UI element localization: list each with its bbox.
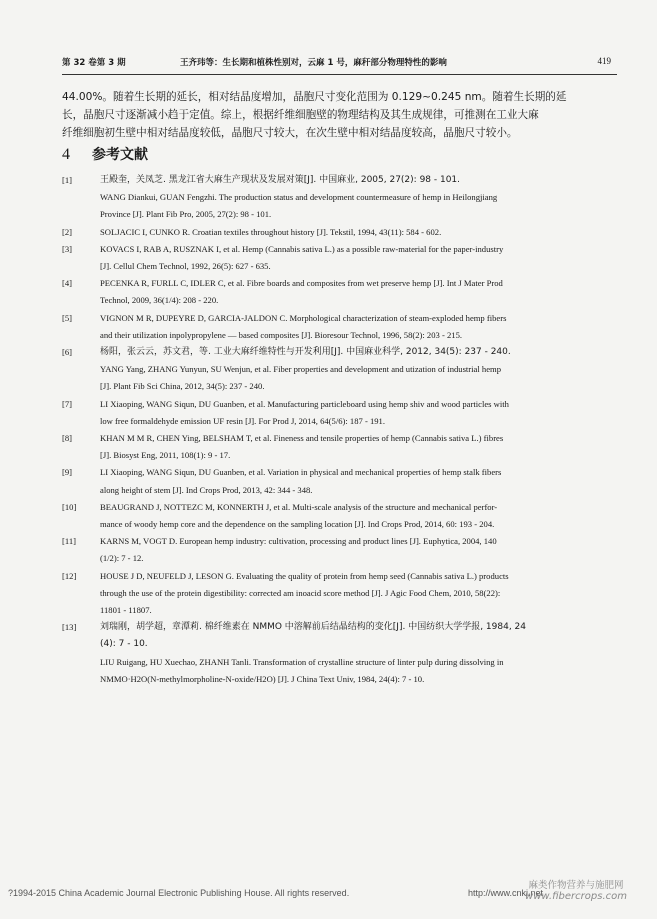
reference-item [62,310,622,344]
reference-line: 杨阳，张云云，苏文君，等. 工业大麻纤维特性与开发利用[J]. 中国麻业科学, 2012, 34(5): 237 - 240. [100,347,511,358]
reference-number: [11] [62,536,76,547]
reference-line: low free formaldehyde emission UF resin [J]. For Prod J, 2014, 64(5/6): 187 - 191. [100,415,385,426]
reference-line: (1/2): 7 - 12. [100,553,144,564]
reference-number: [3] [62,243,73,254]
page-number: 419 [597,56,611,66]
reference-list [62,172,622,688]
reference-line: KOVACS I, RAB A, RUSZNAK I, et al. Hemp (Cannabis sativa L.) as a possible raw-material for the paper-industry [100,243,504,254]
reference-line: through the use of the protein digestibility: corrected am inoacid score method [J]. J Agic Food Chem, 2010, 58(22): [100,587,501,598]
copyright-notice: ?1994-2015 China Academic Journal Electronic Publishing House. All rights reserved. [8,888,350,898]
reference-line: LI Xiaoping, WANG Siqun, DU Guanben, et al. Variation in physical and mechanical properties of hemp stalk fibers [100,467,502,478]
footer-link[interactable]: http://www.cnki.net [468,888,544,898]
reference-number: [6] [62,347,73,358]
reference-line: [J]. Plant Fib Sci China, 2012, 34(5): 237 - 240. [100,381,265,392]
reference-line: along height of stem [J]. Ind Crops Prod, 2013, 42: 344 - 348. [100,484,313,495]
reference-item [62,430,622,464]
reference-number: [7] [62,398,73,409]
reference-item [62,568,622,620]
reference-number: [5] [62,312,73,323]
reference-item [62,344,622,396]
reference-line: PECENKA R, FURLL C, IDLER C, et al. Fibre boards and composites from wet preserve hemp [J]. Int J Mater Prod [100,278,503,289]
reference-line: Technol, 2009, 36(1/4): 208 - 220. [100,295,219,306]
reference-item [62,464,622,498]
reference-line: and their utilization inpolypropylene — based composites [J]. Bioresour Technol, 1996, 58(2): 203 - 215. [100,329,463,340]
reference-line: HOUSE J D, NEUFELD J, LESON G. Evaluating the quality of protein from hemp seed (Cannabis sativa L.) products [100,570,509,581]
watermark-url: www.fibercrops.com [525,891,627,902]
reference-item [62,533,622,567]
reference-item [62,499,622,533]
reference-item [62,275,622,309]
reference-item [62,172,622,224]
reference-line: YANG Yang, ZHANG Yunyun, SU Wenjun, et al. Fiber properties and development and utization of industrial hemp [100,364,502,375]
reference-line: SOLJACIC I, CUNKO R. Croatian textiles throughout history [J]. Tekstil, 1994, 43(11): 584 - 602. [100,226,442,237]
running-header [62,56,617,74]
section-number: 4 [62,146,70,163]
reference-number: [10] [62,501,77,512]
reference-item [62,396,622,430]
volume-issue: 第 32 卷第 3 期 [62,58,126,68]
reference-item [62,619,622,688]
reference-line: BEAUGRAND J, NOTTEZC M, KONNERTH J, et al. Multi-scale analysis of the structure and mechanical perfor- [100,501,498,512]
reference-line: VIGNON M R, DUPEYRE D, GARCIA-JALDON C. Morphological characterization of steam-exploded hemp fibers [100,312,507,323]
reference-number: [1] [62,175,73,185]
reference-line: [J]. Cellul Chem Technol, 1992, 26(5): 627 - 635. [100,261,271,272]
watermark-line: 麻类作物营养与施肥网 [528,880,624,891]
reference-item [62,241,622,275]
reference-line: Province [J]. Plant Fib Pro, 2005, 27(2): 98 - 101. [100,209,272,220]
paragraph-line: 纤维细胞初生壁中相对结晶度较低，晶胞尺寸较大，在次生壁中相对结晶度较高，晶胞尺寸较小。 [62,127,518,139]
watermark [501,880,651,902]
paragraph-line: 44.00%。随着生长期的延长，相对结晶度增加，晶胞尺寸变化范围为 0.129~0.245 nm。随着生长期的延 [62,91,567,103]
reference-number: [8] [62,433,73,444]
reference-line: mance of woody hemp core and the dependence on the sampling location [J]. Ind Crops Prod, 2014, 60: 193 - 204. [100,519,495,530]
reference-number: [12] [62,570,77,581]
reference-line: 11801 - 11807. [100,605,152,616]
section-heading [62,144,148,164]
reference-number: [9] [62,467,73,478]
reference-line: LI Xiaoping, WANG Siqun, DU Guanben, et al. Manufacturing particleboard using hemp shiv and wood particles with [100,398,509,409]
reference-line: LIU Ruigang, HU Xuechao, ZHANH Tanli. Transformation of crystalline structure of linter pulp during dissolving in [100,656,504,667]
reference-line: WANG Diankui, GUAN Fengzhi. The production status and development countermeasure of hemp in Heilongjiang [100,192,498,203]
reference-number: [2] [62,226,73,237]
reference-line: KHAN M M R, CHEN Ying, BELSHAM T, et al. Fineness and tensile properties of hemp (Cannabis sativa L.) fibres [100,433,504,444]
running-title: 王齐玮等：生长期和植株性别对，云麻 1 号，麻秆部分物理特性的影响 [180,58,447,68]
reference-number: [13] [62,622,77,633]
paragraph-line: 长，晶胞尺寸逐渐减小趋于定值。综上，根据纤维细胞壁的物理结构及其生成规律，可推测在工业大麻 [62,109,539,121]
reference-line: KARNS M, VOGT D. European hemp industry: cultivation, processing and product lines [J]. Euphytica, 2004, 140 [100,536,497,547]
section-title: 参考文献 [92,147,148,163]
reference-line: 刘瑞刚，胡学超，章潭莉. 棉纤维素在 NMMO 中溶解前后结晶结构的变化[J]. 中国纺织大学学报, 1984, 24 [100,622,526,633]
reference-line: NMMO·H2O(N-methylmorpholine-N-oxide/H2O) [J]. J China Text Univ, 1984, 24(4): 7 - 10. [100,673,425,684]
reference-line: [J]. Biosyst Eng, 2011, 108(1): 9 - 17. [100,450,231,461]
header-rule [62,74,617,75]
reference-number: [4] [62,278,73,289]
reference-item [62,224,622,241]
reference-line: (4): 7 - 10. [100,639,148,650]
reference-line: 王殿奎，关凤芝. 黑龙江省大麻生产现状及发展对策[J]. 中国麻业, 2005, 27(2): 98 - 101. [100,175,461,185]
body-paragraph [62,88,617,142]
